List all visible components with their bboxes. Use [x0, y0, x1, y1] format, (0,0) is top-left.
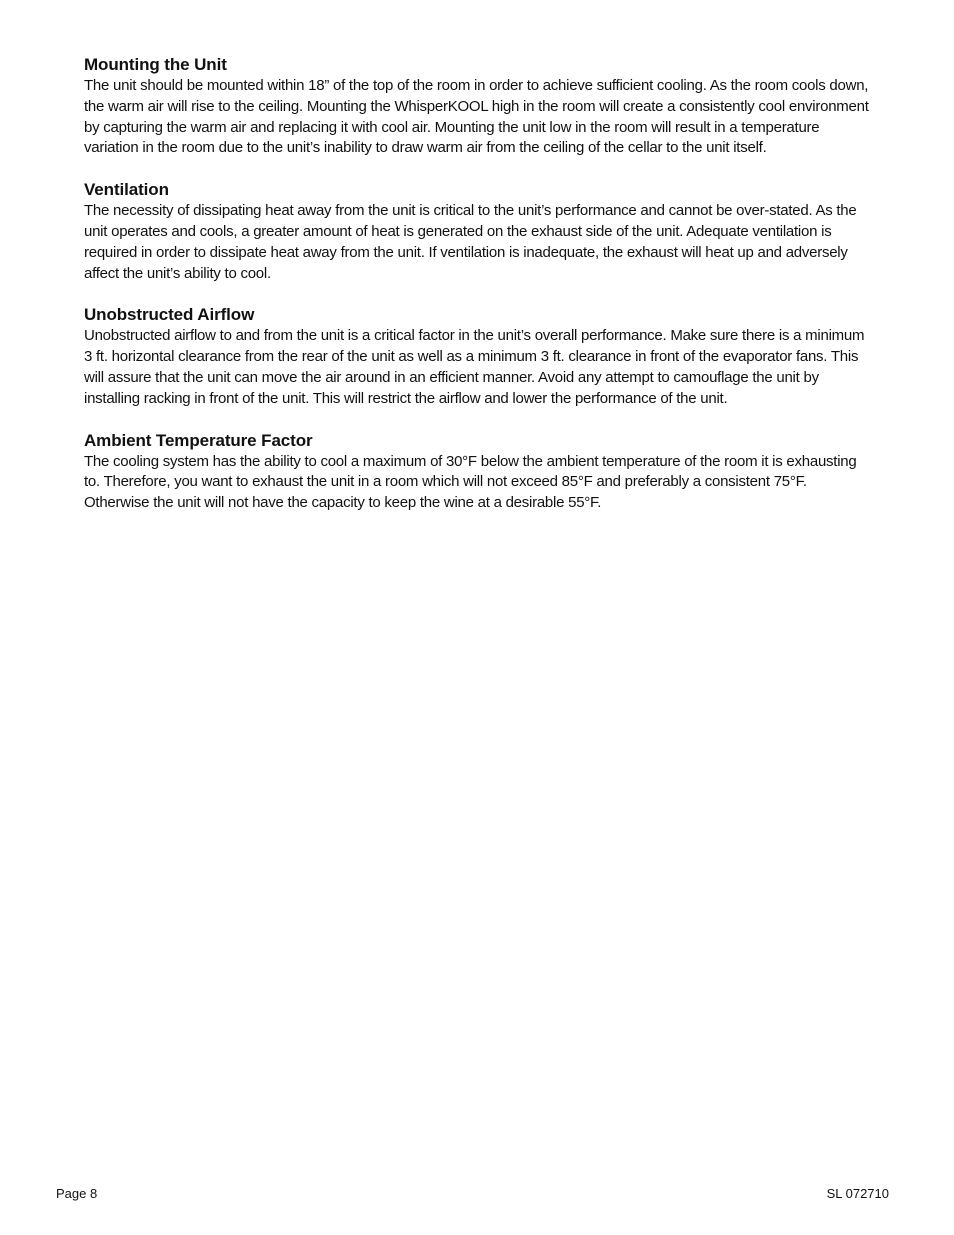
document-code: SL 072710 [826, 1186, 889, 1201]
section-body-mounting: The unit should be mounted within 18” of the top of the room in order to achieve sufficient cooling. As the room cools down, the warm air will rise to the ceiling. Mounting the WhisperKOOL high in the room will create a consistently cool environment by capturing the warm air and replacing it with cool air. Mounting the unit low in the room will result in a temperature variation in the room due to the unit’s inability to draw warm air from the ceiling of the cellar to the unit itself. [84, 77, 869, 157]
page-number: Page 8 [56, 1186, 98, 1201]
section-title-ambient-temperature: Ambient Temperature Factor [84, 430, 313, 450]
section-title-mounting: Mounting the Unit [84, 55, 227, 74]
section-ambient-temperature [84, 431, 874, 514]
section-mounting [84, 55, 874, 159]
section-body-airflow: Unobstructed airflow to and from the unit is a critical factor in the unit’s overall performance. Make sure there is a minimum 3 ft. horizontal clearance from the rear of the unit as well as a minimum 3 ft. clearance in front of the evaporator fans. This will assure that the unit can move the air around in an efficient manner. Avoid any attempt to camouflage the unit by installing racking in front of the unit. This will restrict the airflow and lower the performance of the unit. [84, 327, 865, 407]
section-title-airflow: Unobstructed Airflow [84, 305, 255, 325]
section-body-ventilation: The necessity of dissipating heat away from the unit is critical to the unit’s performance and cannot be over-stated. As the unit operates and cools, a greater amount of heat is generated on the exhaust side of the unit. Adequate ventilation is required in order to dissipate heat away from the unit. If ventilation is inadequate, the exhaust will heat up and adversely affect the unit’s ability to cool. [84, 202, 857, 282]
document-content [84, 55, 874, 535]
section-title-ventilation: Ventilation [84, 180, 169, 200]
section-ventilation [84, 180, 874, 284]
section-body-ambient-temperature: The cooling system has the ability to cool a maximum of 30°F below the ambient temperature of the room it is exhausting to. Therefore, you want to exhaust the unit in a room which will not exceed 85°F and preferably a consistent 75°F. Otherwise the unit will not have the capacity to keep the wine at a desirable 55°F. [84, 452, 857, 512]
section-airflow [84, 305, 874, 409]
